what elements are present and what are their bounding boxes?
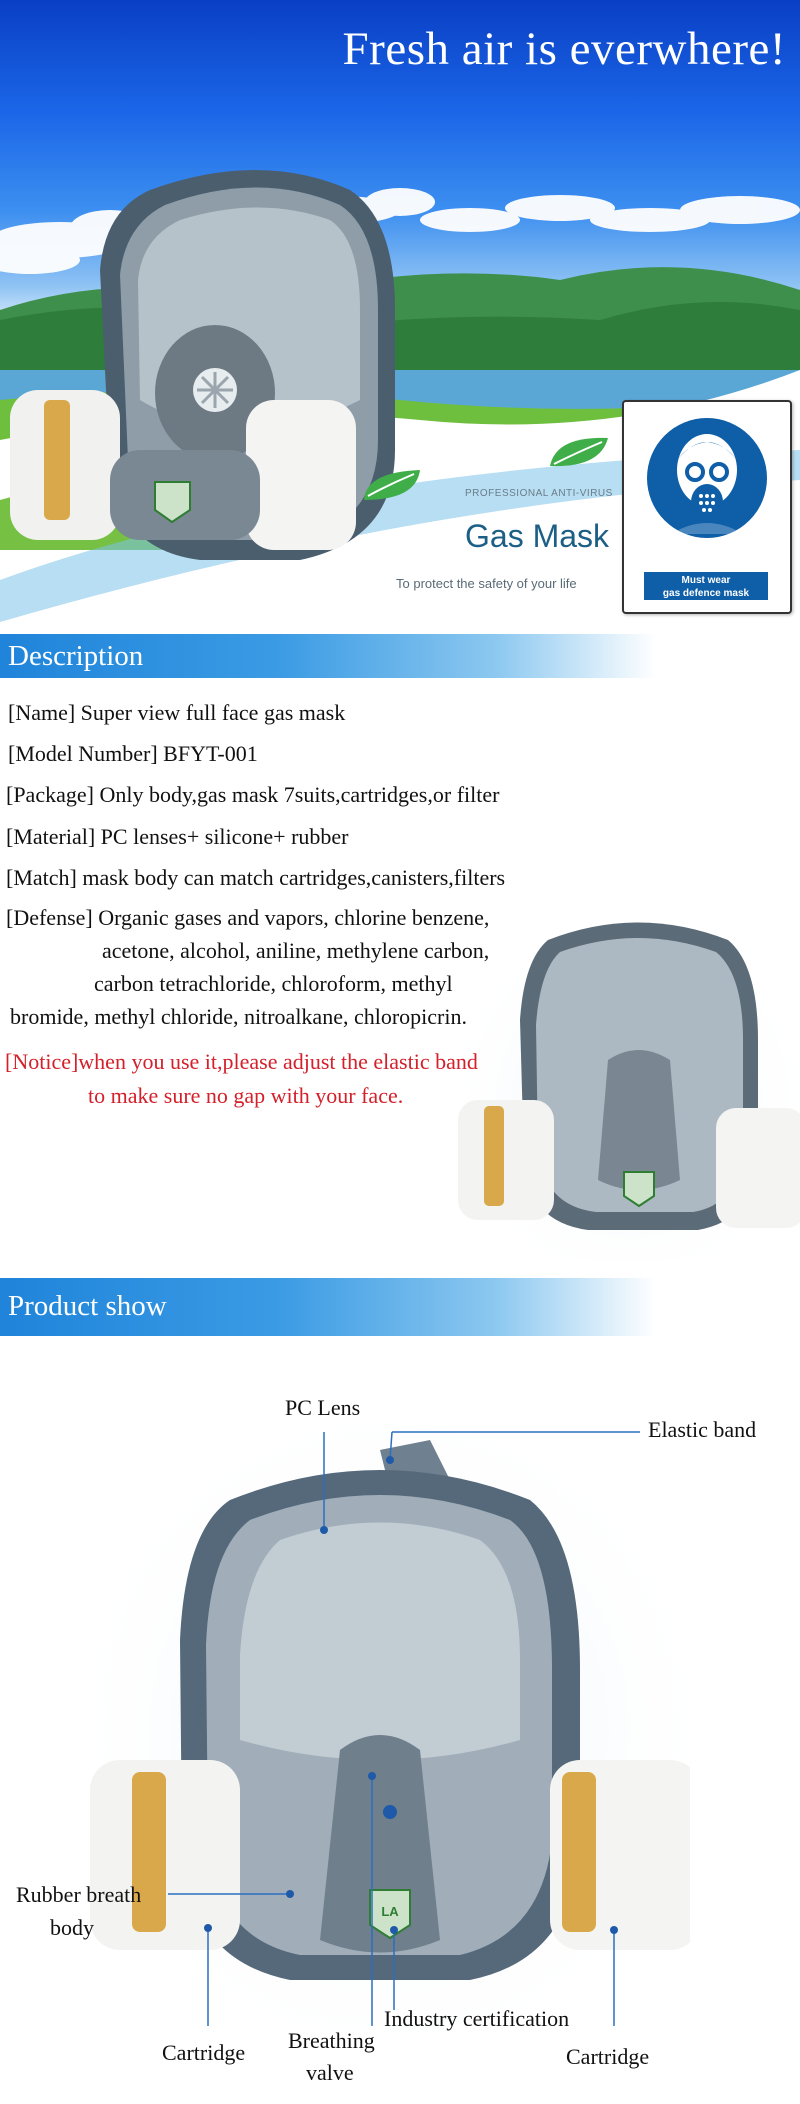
label-pc-lens: PC Lens	[285, 1395, 361, 1420]
hero-banner	[0, 0, 800, 622]
gas-mask-photo	[458, 910, 800, 1260]
description-line-match: [Match] mask body can match cartridges,canisters,filters	[6, 865, 506, 890]
label-breathing-valve-2: valve	[306, 2060, 354, 2085]
label-breathing-valve: Breathing	[288, 2028, 375, 2053]
hero-product-title: Gas Mask	[465, 518, 610, 554]
gas-mask-illustration	[0, 150, 520, 600]
label-cartridge-right: Cartridge	[566, 2044, 650, 2069]
sign-caption-line1: Must wear	[681, 575, 731, 586]
gas-mask-person-icon	[645, 416, 769, 540]
product-show-header	[0, 1278, 800, 1336]
description-line-name: [Name] Super view full face gas mask	[8, 700, 346, 725]
hero-title: Fresh air is everwhere!	[342, 23, 786, 75]
description-line-package: [Package] Only body,gas mask 7suits,cartridges,or filter	[6, 782, 500, 807]
description-heading: Description	[8, 640, 144, 672]
product-show-heading: Product show	[8, 1290, 167, 1322]
description-line-defense-2: acetone, alcohol, aniline, methylene carbon,	[102, 938, 490, 963]
label-industry-certification: Industry certification	[384, 2006, 570, 2031]
description-line-material: [Material] PC lenses+ silicone+ rubber	[6, 824, 349, 849]
sign-caption-line2: gas defence mask	[662, 588, 750, 599]
label-cartridge-left: Cartridge	[162, 2040, 246, 2065]
hero-subtitle: To protect the safety of your life	[396, 576, 577, 591]
gas-mask-product-photo	[90, 1420, 690, 2040]
warning-sign	[622, 400, 792, 614]
svg-text:LA: LA	[381, 1904, 399, 1919]
label-rubber-breath-body-2: body	[50, 1915, 94, 1940]
hero-tagline: PROFESSIONAL ANTI-VIRUS	[465, 488, 613, 499]
leaf-icon	[546, 432, 616, 470]
description-notice: [Notice]when you use it,please adjust the elastic band	[5, 1049, 478, 1074]
label-elastic-band: Elastic band	[648, 1417, 757, 1442]
description-line-defense-3: carbon tetrachloride, chloroform, methyl	[94, 971, 453, 996]
description-line-model: [Model Number] BFYT-001	[8, 741, 258, 766]
label-rubber-breath-body: Rubber breath	[16, 1882, 142, 1907]
description-line-defense: [Defense] Organic gases and vapors, chlorine benzene,	[6, 905, 490, 930]
sign-caption	[644, 572, 768, 600]
leaf-icon	[360, 466, 426, 504]
description-header	[0, 634, 800, 678]
description-notice-2: to make sure no gap with your face.	[88, 1083, 404, 1108]
description-line-defense-4: bromide, methyl chloride, nitroalkane, chloropicrin.	[10, 1004, 467, 1029]
